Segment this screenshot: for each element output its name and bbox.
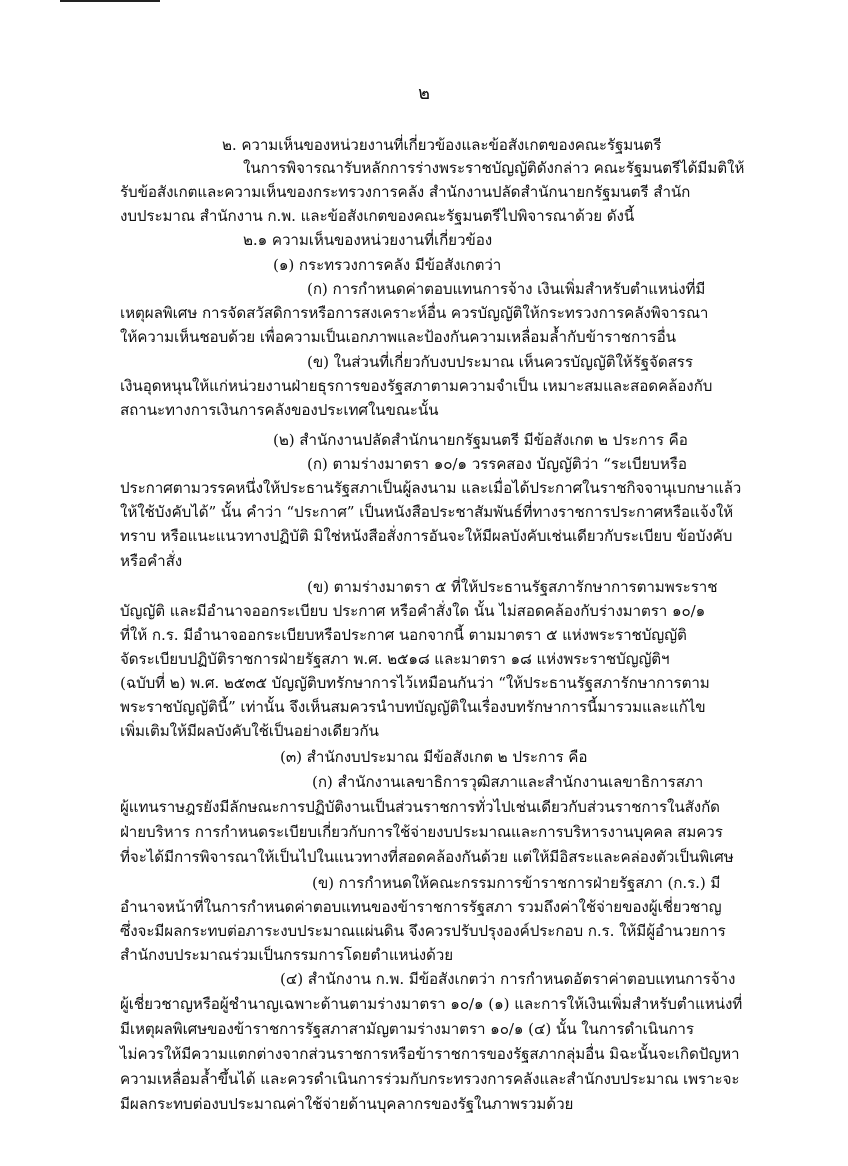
item-heading: (๑) กระทรวงการคลัง มีข้อสังเกตว่า [273, 256, 502, 274]
text-line: ทราบ หรือแนะแนวทางปฏิบัติ มิใช่หนังสือสั่งการอันจะให้มีผลบังคับเช่นเดียวกับระเบียบ ข้อบังคับ [120, 527, 733, 545]
text-line: เพิ่มเติมให้มีผลบังคับใช้เป็นอย่างเดียวกัน [120, 722, 379, 740]
text-line: (ก) การกำหนดค่าตอบแทนการจ้าง เงินเพิ่มสำหรับตำแหน่งที่มี [307, 280, 706, 298]
text-line: ให้ความเห็นชอบด้วย เพื่อความเป็นเอกภาพและป้องกันความเหลื่อมล้ำกับข้าราชการอื่น [120, 328, 676, 346]
text-line: จัดระเบียบปฏิบัติราชการฝ่ายรัฐสภา พ.ศ. ๒๕๑๘ และมาตรา ๑๘ แห่งพระราชบัญญัติฯ [120, 650, 670, 668]
text-line: บัญญัติ และมีอำนาจออกระเบียบ ประกาศ หรือคำสั่งใด นั้น ไม่สอดคล้องกับร่างมาตรา ๑๐/๑ [120, 602, 706, 620]
item-heading: (๓) สำนักงบประมาณ มีข้อสังเกต ๒ ประการ คือ [280, 748, 588, 766]
text-line: สำนักงบประมาณร่วมเป็นกรรมการโดยตำแหน่งด้วย [120, 946, 454, 964]
text-line: ซึ่งจะมีผลกระทบต่อภาระงบประมาณแผ่นดิน จึงควรปรับปรุงองค์ประกอบ ก.ร. ให้มีผู้อำนวยการ [120, 922, 726, 940]
text-line: หรือคำสั่ง [120, 552, 183, 570]
text-line: ผู้แทนราษฎรยังมีลักษณะการปฏิบัติงานเป็นส่วนราชการทั่วไปเช่นเดียวกับส่วนราชการในสังกัด [120, 798, 720, 816]
text-line: (ข) การกำหนดให้คณะกรรมการข้าราชการฝ่ายรัฐสภา (ก.ร.) มี [312, 874, 721, 892]
text-line: รับข้อสังเกตและความเห็นของกระทรวงการคลัง สำนักงานปลัดสำนักนายกรัฐมนตรี สำนัก [120, 183, 691, 201]
page-number: ๒ [418, 83, 430, 104]
text-line: อำนาจหน้าที่ในการกำหนดค่าตอบแทนของข้าราชการรัฐสภา รวมถึงค่าใช้จ่ายของผู้เชี่ยวชาญ [120, 898, 722, 916]
text-line: มีผลกระทบต่องบประมาณค่าใช้จ่ายด้านบุคลากรของรัฐในภาพรวมด้วย [120, 1095, 574, 1113]
section-heading: ๒. ความเห็นของหน่วยงานที่เกี่ยวข้องและข้อสังเกตของคณะรัฐมนตรี [222, 136, 662, 154]
text-line: สถานะทางการเงินการคลังของประเทศในขณะนั้น [120, 401, 439, 419]
text-line: (ก) สำนักงานเลขาธิการวุฒิสภาและสำนักงานเลขาธิการสภา [312, 773, 704, 791]
text-line: ในการพิจารณารับหลักการร่างพระราชบัญญัติดังกล่าว คณะรัฐมนตรีได้มีมติให้ [243, 159, 745, 177]
text-line: ประกาศตามวรรคหนึ่งให้ประธานรัฐสภาเป็นผู้ลงนาม และเมื่อได้ประกาศในราชกิจจานุเบกษาแล้ว [120, 479, 742, 497]
subsection-heading: ๒.๑ ความเห็นของหน่วยงานที่เกี่ยวข้อง [243, 231, 493, 249]
text-line: (ฉบับที่ ๒) พ.ศ. ๒๕๓๕ บัญญัติบทรักษาการไว้เหมือนกันว่า “ให้ประธานรัฐสภารักษาการตาม [120, 674, 710, 692]
text-line: (ข) ในส่วนที่เกี่ยวกับงบประมาณ เห็นควรบัญญัติให้รัฐจัดสรร [307, 353, 693, 371]
text-line: ให้ใช้บังคับได้” นั้น คำว่า “ประกาศ” เป็นหนังสือประชาสัมพันธ์ที่ทางราชการประกาศหรือแจ้งให้ [120, 503, 734, 521]
text-line: ที่ให้ ก.ร. มีอำนาจออกระเบียบหรือประกาศ นอกจากนี้ ตามมาตรา ๕ แห่งพระราชบัญญัติ [120, 626, 687, 644]
text-line: (ก) ตามร่างมาตรา ๑๐/๑ วรรคสอง บัญญัติว่า “ระเบียบหรือ [307, 455, 687, 473]
scan-edge-mark [60, 0, 160, 2]
text-line: (ข) ตามร่างมาตรา ๕ ที่ให้ประธานรัฐสภารักษาการตามพระราช [307, 578, 718, 596]
text-line: เหตุผลพิเศษ การจัดสวัสดิการหรือการสงเคราะห์อื่น ควรบัญญัติให้กระทรวงการคลังพิจารณา [120, 304, 709, 322]
text-line: พระราชบัญญัตินี้” เท่านั้น จึงเห็นสมควรนำบทบัญญัติในเรื่องบทรักษาการนี้มารวมและแก้ไข [120, 698, 706, 716]
text-line: ฝ่ายบริหาร การกำหนดระเบียบเกี่ยวกับการใช้จ่ายงบประมาณและการบริหารงานบุคคล สมควร [120, 823, 723, 841]
text-line: งบประมาณ สำนักงาน ก.พ. และข้อสังเกตของคณะรัฐมนตรีไปพิจารณาด้วย ดังนี้ [120, 207, 635, 225]
item-heading: (๒) สำนักงานปลัดสำนักนายกรัฐมนตรี มีข้อสังเกต ๒ ประการ คือ [273, 431, 688, 449]
text-line: ผู้เชี่ยวชาญหรือผู้ชำนาญเฉพาะด้านตามร่างมาตรา ๑๐/๑ (๑) และการให้เงินเพิ่มสำหรับตำแหน่งที่ [120, 995, 743, 1013]
text-line: มีเหตุผลพิเศษของข้าราชการรัฐสภาสามัญตามร่างมาตรา ๑๐/๑ (๔) นั้น ในการดำเนินการ [120, 1020, 694, 1038]
item-heading: (๔) สำนักงาน ก.พ. มีข้อสังเกตว่า การกำหนดอัตราค่าตอบแทนการจ้าง [280, 970, 736, 988]
text-line: ที่จะได้มีการพิจารณาให้เป็นไปในแนวทางที่สอดคล้องกันด้วย แต่ให้มีอิสระและคล่องตัวเป็นพิเศษ [120, 848, 734, 866]
text-line: ไม่ควรให้มีความแตกต่างจากส่วนราชการหรือข้าราชการของรัฐสภากลุ่มอื่น มิฉะนั้นจะเกิดปัญหา [120, 1045, 740, 1063]
text-line: เงินอุดหนุนให้แก่หน่วยงานฝ่ายธุรการของรัฐสภาตามความจำเป็น เหมาะสมและสอดคล้องกับ [120, 377, 713, 395]
text-line: ความเหลื่อมล้ำขึ้นได้ และควรดำเนินการร่วมกับกระทรวงการคลังและสำนักงบประมาณ เพราะจะ [120, 1070, 740, 1088]
